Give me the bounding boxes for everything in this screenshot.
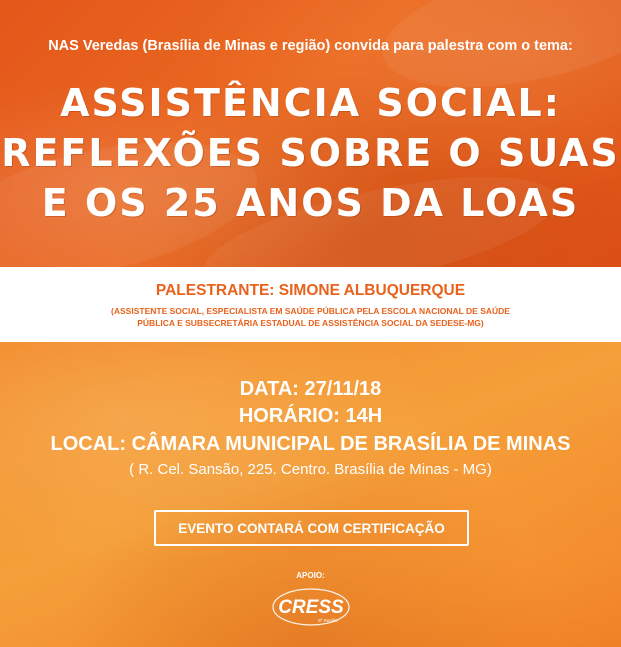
event-place: LOCAL: CÂMARA MUNICIPAL DE BRASÍLIA DE MINAS bbox=[50, 433, 571, 455]
event-date: DATA: 27/11/18 bbox=[239, 378, 382, 400]
event-address: ( R. Cel. Sansão, 225. Centro. Brasília de Minas - MG) bbox=[129, 461, 492, 478]
event-title bbox=[0, 78, 621, 228]
title-line: REFLEXÕES SOBRE O SUAS bbox=[1, 131, 620, 175]
speaker-description-line: PÚBLICA E SUBSECRETÁRIA ESTADUAL DE ASSISTÊNCIA SOCIAL DA SEDESE-MG) bbox=[137, 318, 484, 328]
event-details-panel bbox=[0, 342, 621, 647]
cress-logo bbox=[268, 580, 354, 630]
event-time: HORÁRIO: 14H bbox=[238, 405, 383, 427]
speaker-name: PALESTRANTE: SIMONE ALBUQUERQUE bbox=[155, 282, 466, 299]
title-line: ASSISTÊNCIA SOCIAL: bbox=[60, 81, 561, 125]
title-line: E OS 25 ANOS DA LOAS bbox=[41, 181, 580, 225]
header-banner bbox=[0, 0, 621, 267]
speaker-description bbox=[76, 305, 546, 329]
cress-logo-text: CRESS bbox=[278, 597, 344, 618]
support-label: APOIO: bbox=[296, 571, 325, 580]
cress-logo-subtext: 6ª Região bbox=[318, 618, 338, 623]
speaker-description-line: (ASSISTENTE SOCIAL, ESPECIALISTA EM SAÚDE PÚBLICA PELA ESCOLA NACIONAL DE SAÚDE bbox=[111, 306, 510, 316]
invite-text: NAS Veredas (Brasília de Minas e região) convida para palestra com o tema: bbox=[48, 38, 573, 54]
certificate-button[interactable]: EVENTO CONTARÁ COM CERTIFICAÇÃO bbox=[154, 510, 469, 546]
speaker-band bbox=[0, 267, 621, 342]
